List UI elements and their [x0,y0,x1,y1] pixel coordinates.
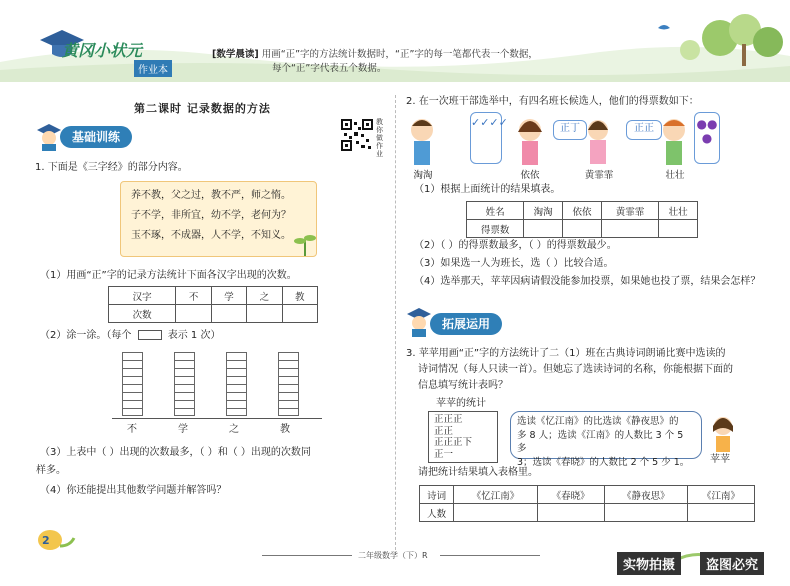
table-header: 依依 [563,202,602,220]
page-number: 2 [42,534,50,547]
answer-cell[interactable] [282,305,317,323]
math-morning-reading [212,47,538,62]
answer-cell[interactable] [687,504,754,522]
q2-table [466,201,698,238]
tally-line: 正正正 [434,414,463,425]
q1-part1: （1）用画“正”字的记录方法统计下面各汉字出现的次数。 [40,270,297,281]
footer-text: 二年级数学（下）R [358,551,428,560]
bar-column-jiao[interactable] [278,352,299,416]
tally-line: 正正 [434,425,454,437]
candidate-name: 淘淘 [413,170,433,181]
table-row-label: 次数 [109,305,176,323]
answer-cell[interactable] [537,504,604,522]
answer-cell[interactable] [211,305,246,323]
q2-part2: （2）（ ）的得票数最多，（ ）的得票数最少。 [414,240,617,251]
table-row [109,287,318,305]
table-header: 汉字 [109,287,176,305]
vote-bubble-huangfeifei: 正正 [626,120,662,140]
q1-table [108,286,318,323]
reading-line-1: 用画“正”字的方法统计数据时，“正”字的每一笔都代表一个数据， [261,49,538,60]
table-header: 诗词 [420,486,454,504]
qr-caption: 教你做作业 [376,118,383,158]
speech-line: 3；选读《春晓》的人数比 2 个 5 少 1。 [517,456,690,468]
table-header: 不 [176,287,211,305]
candidate-name: 壮壮 [665,170,685,181]
tally-box [428,411,498,463]
answer-cell[interactable] [563,220,602,238]
q3-line-1: 3. 苹苹用画“正”字的方法统计了二（1）班在古典诗词朗诵比赛中选读的 [406,348,726,359]
vote-bubble-zhuangzhuang: ●●● [694,112,720,164]
footer-rule-left [262,555,352,556]
speech-bubble [510,411,702,468]
lesson-title: 第二课时 记录数据的方法 [134,102,271,115]
q1-part3-b: 样多。 [36,465,66,476]
unit-box-icon [138,330,162,340]
poem-line-2: 子不学，非所宜，幼不学，老何为？ [131,210,291,221]
pingping-girl-icon [706,412,740,454]
reading-tag: [数学晨读] [212,49,259,60]
watermark-stamp-1: 实物拍摄 [617,552,681,575]
table-header: 教 [282,287,317,305]
section-extension: 拓展运用 [430,313,502,335]
answer-cell[interactable] [176,305,211,323]
answer-cell[interactable] [604,504,687,522]
table-row [420,504,755,522]
answer-cell[interactable] [524,220,563,238]
plant-decoration-icon [293,228,317,256]
table-row-label: 人数 [420,504,454,522]
qr-code-icon[interactable] [341,119,373,151]
table-row [467,202,698,220]
tally-title: 苹苹的统计 [436,398,486,409]
table-header: 《忆江南》 [454,486,537,504]
answer-cell[interactable] [601,220,658,238]
q3-prompt: 请把统计结果填入表格里。 [418,467,538,478]
vote-bubble-taotao: ✓✓✓✓ [470,112,502,164]
q1-part2-text: （2）涂一涂。（每个 [40,330,132,341]
speech-line: 多 8 人；选读《江南》的人数比 3 个 5 多 [517,429,684,454]
bar-label: 不 [127,424,137,435]
reading-line-2: 每个“正”字代表五个数据。 [272,63,387,74]
answer-cell[interactable] [247,305,282,323]
table-row [467,220,698,238]
poem-box [120,181,317,257]
q3-line-2: 诗词情况（每人只读一首）。但她忘了选读诗词的名称，你能根据下面的 [418,364,733,375]
bar-label: 学 [178,424,188,435]
bar-column-xue[interactable] [174,352,195,416]
poem-line-3: 玉不琢，不成器，人不学，不知义。 [131,230,291,241]
q2-part3: （3）如果选一人为班长，选（ ）比较合适。 [414,258,614,269]
table-header: 壮壮 [659,202,698,220]
page-header [0,0,790,82]
q3-line-3: 信息填写统计表吗？ [418,380,508,391]
bar-columns [122,352,299,416]
table-header: 学 [211,287,246,305]
bar-label: 之 [229,424,239,435]
q1-part2 [40,328,220,344]
speaker-name: 苹苹 [710,454,730,465]
poem-line-1: 养不教，父之过，教不严，师之惰。 [131,190,291,201]
logo-text: 黄冈小状元 [62,41,143,60]
table-header: 《江南》 [687,486,754,504]
candidate-name: 依依 [520,170,540,181]
q2-part4: （4）选举那天，苹苹因病请假没能参加投票，如果她也投了票，结果会怎样？ [414,276,761,287]
answer-cell[interactable] [454,504,537,522]
table-row [420,486,755,504]
section-basic-training: 基础训练 [60,126,132,148]
q2-part1: （1）根据上面统计的结果填表。 [414,184,561,195]
bar-column-zhi[interactable] [226,352,247,416]
table-header: 姓名 [467,202,524,220]
table-header: 淘淘 [524,202,563,220]
answer-cell[interactable] [659,220,698,238]
q1-part2-tail: 表示 1 次） [167,330,221,341]
footer-rule-right [440,555,540,556]
candidate-name: 黄霏霏 [584,170,614,181]
speech-line: 选读《忆江南》的比选读《静夜思》的 [517,416,679,427]
homework-label: 作业本 [134,60,172,77]
table-header: 《春晓》 [537,486,604,504]
bar-column-bu[interactable] [122,352,143,416]
q3-table [419,485,755,522]
column-divider [395,95,396,555]
q1-title: 1. 下面是《三字经》的部分内容。 [35,162,188,173]
bar-baseline [112,418,322,419]
table-row [109,305,318,323]
tally-line: 正一 [434,448,454,460]
bar-labels [127,422,290,438]
table-row-label: 得票数 [467,220,524,238]
bar-label: 教 [280,424,290,435]
tally-line: 正正正下 [434,437,473,448]
q2-title: 2. 在一次班干部选举中，有四名班长候选人，他们的得票数如下： [406,96,699,107]
vote-bubble-yiyi: 正丁 [553,120,587,140]
q1-part3-a: （3）上表中（ ）出现的次数最多，（ ）和（ ）出现的次数同 [40,447,311,458]
table-header: 之 [247,287,282,305]
watermark-stamp-2: 盗图必究 [700,552,764,575]
table-header: 《静夜思》 [604,486,687,504]
table-header: 黄霏霏 [601,202,658,220]
q1-part4: （4）你还能提出其他数学问题并解答吗？ [40,485,227,496]
